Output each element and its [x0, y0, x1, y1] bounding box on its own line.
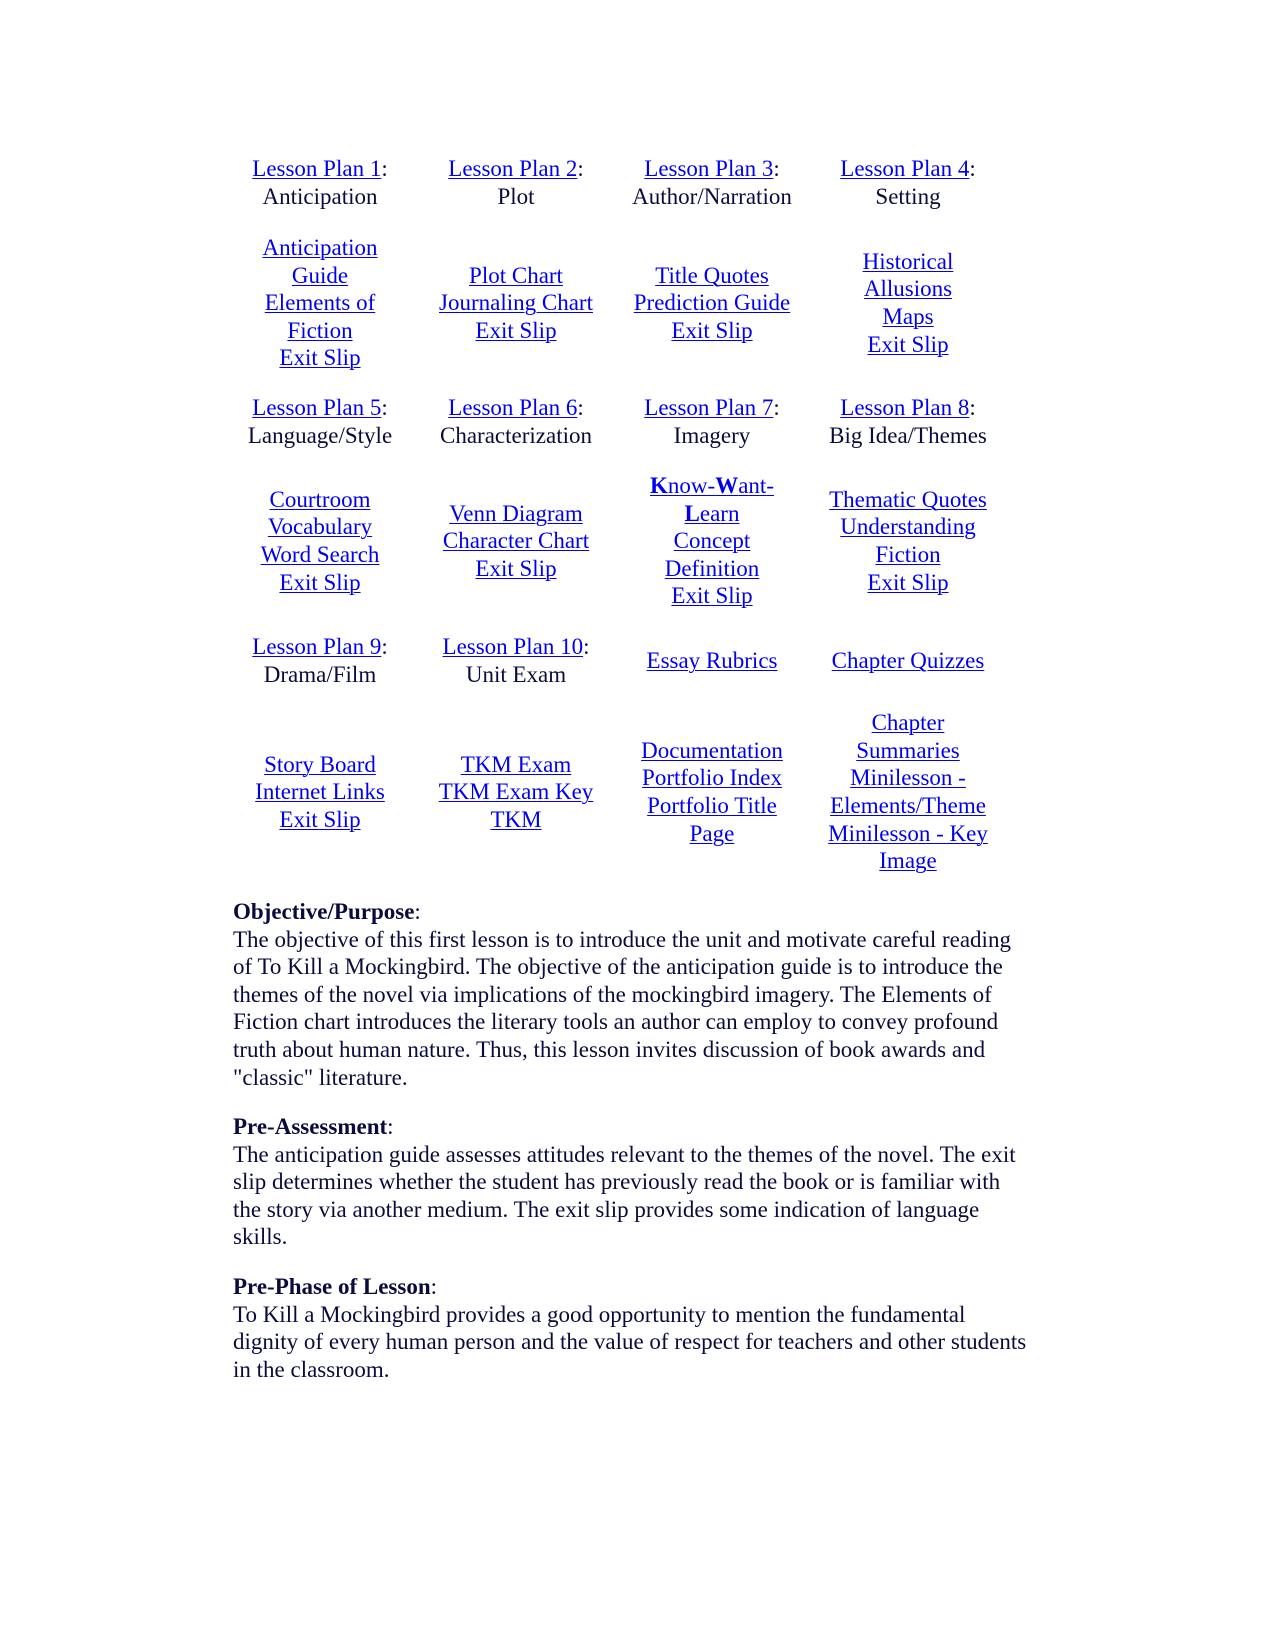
- anticipation-guide-link[interactable]: [222, 234, 418, 289]
- link-text: Summaries: [856, 737, 960, 763]
- link-text: Vocabulary: [267, 514, 373, 540]
- lesson-10-resources: [418, 751, 614, 834]
- exit-slip-link[interactable]: Exit Slip: [671, 317, 753, 343]
- colon: :: [381, 156, 388, 182]
- colon: :: [430, 1274, 438, 1299]
- lesson-plan-10-link[interactable]: Lesson Plan 10: [442, 634, 584, 660]
- lesson-plan-1-link[interactable]: Lesson Plan 1: [252, 156, 382, 182]
- colon: :: [577, 156, 584, 182]
- lesson-topic: Big Idea/Themes: [829, 423, 987, 448]
- link-text: Portfolio Title: [647, 793, 777, 818]
- colon: :: [969, 156, 976, 182]
- journaling-chart-link[interactable]: Journaling Chart: [439, 290, 593, 316]
- colon: :: [414, 899, 421, 924]
- essay-rubrics-cell: [614, 647, 810, 675]
- lesson-topic: Language/Style: [247, 423, 393, 448]
- link-text: Guide: [291, 262, 349, 288]
- exit-slip-link[interactable]: Exit Slip: [867, 569, 949, 595]
- link-text: Understanding: [840, 514, 976, 540]
- link-text: Know-Want-: [650, 473, 774, 499]
- exit-slip-link[interactable]: Exit Slip: [475, 555, 557, 581]
- pre-phase-section: [233, 1273, 1033, 1383]
- lesson-topic: Characterization: [440, 423, 592, 448]
- lesson-plan-3-link[interactable]: Lesson Plan 3: [644, 156, 774, 182]
- portfolio-title-page-link[interactable]: [614, 792, 810, 847]
- minilesson-elements-theme-link[interactable]: [810, 764, 1006, 819]
- exit-slip-link[interactable]: Exit Slip: [671, 583, 753, 609]
- documentation-resources: [614, 737, 810, 847]
- lesson-head-10: [418, 633, 614, 688]
- lesson-head-6: [418, 394, 614, 449]
- lesson-resources-row-3: [222, 708, 1006, 876]
- exit-slip-link[interactable]: Exit Slip: [279, 345, 361, 371]
- lesson-6-resources: [418, 500, 614, 583]
- link-text: Image: [879, 848, 937, 874]
- link-text: Fiction: [287, 317, 353, 343]
- portfolio-index-link[interactable]: Portfolio Index: [642, 765, 782, 791]
- link-text: Courtroom: [269, 486, 371, 512]
- exit-slip-link[interactable]: Exit Slip: [279, 569, 361, 595]
- colon: :: [969, 395, 976, 421]
- tkm-exam-key-link[interactable]: TKM Exam Key: [438, 779, 594, 805]
- section-body: The anticipation guide assesses attitudes relevant to the themes of the novel. The exit slip determines whether the student has previously read the book or is familiar with the story via another medium. The exit slip provides some indication of language skills.: [233, 1141, 1016, 1250]
- lesson-resources-row-1: [222, 233, 1006, 373]
- lesson-7-resources: [614, 472, 810, 610]
- exit-slip-link[interactable]: Exit Slip: [279, 806, 361, 832]
- link-text: Fiction: [875, 542, 941, 567]
- lesson-topic: Unit Exam: [465, 662, 567, 687]
- character-chart-link[interactable]: Character Chart: [442, 528, 590, 554]
- lesson-8-resources: [810, 486, 1006, 596]
- lesson-head-3: [614, 155, 810, 210]
- lesson-head-4: [810, 155, 1006, 210]
- lesson-4-resources: [810, 248, 1006, 358]
- elements-of-fiction-link[interactable]: [222, 289, 418, 344]
- minilesson-key-image-link[interactable]: [810, 820, 1006, 875]
- lesson-head-1: [222, 155, 418, 210]
- colon: :: [381, 634, 388, 660]
- objective-section: [233, 898, 1033, 1091]
- link-text: Minilesson -: [850, 765, 966, 791]
- lesson-topic: Setting: [875, 184, 941, 209]
- link-text: Concept: [673, 528, 751, 554]
- concept-definition-link[interactable]: [614, 527, 810, 582]
- tkm-exam-link[interactable]: TKM Exam: [460, 751, 572, 777]
- link-text: Learn: [684, 500, 740, 526]
- lesson-plan-9-link[interactable]: Lesson Plan 9: [252, 634, 382, 660]
- lesson-head-7: [614, 394, 810, 449]
- lesson-topic: Anticipation: [262, 184, 378, 209]
- section-body: To Kill a Mockingbird provides a good opportunity to mention the fundamental dignity of every human person and the value of respect for teachers and other students in the classroom.: [233, 1301, 1027, 1382]
- internet-links-link[interactable]: Internet Links: [255, 779, 385, 805]
- courtroom-vocabulary-link[interactable]: [222, 486, 418, 541]
- colon: :: [773, 395, 780, 421]
- lesson-plan-6-link[interactable]: Lesson Plan 6: [448, 395, 578, 421]
- lesson-plan-2-link[interactable]: Lesson Plan 2: [448, 156, 578, 182]
- link-text: Page: [689, 820, 735, 846]
- link-text: Minilesson - Key: [828, 820, 988, 846]
- lesson-resources-row-2: [222, 471, 1006, 611]
- colon: :: [773, 156, 780, 182]
- lesson-plan-8-link[interactable]: Lesson Plan 8: [840, 395, 970, 421]
- colon: :: [577, 395, 584, 421]
- chapter-quizzes-cell: [810, 647, 1006, 675]
- lesson-plan-7-link[interactable]: Lesson Plan 7: [644, 395, 774, 421]
- lesson-topic: Drama/Film: [263, 662, 377, 687]
- lesson-heads-row-3: [222, 633, 1006, 689]
- link-text: Historical: [862, 248, 954, 274]
- prediction-guide-link[interactable]: Prediction Guide: [633, 290, 791, 316]
- title-quotes-link[interactable]: Title Quotes: [655, 262, 769, 288]
- chapter-quizzes-link[interactable]: Chapter Quizzes: [831, 648, 985, 674]
- lesson-heads-row-2: [222, 394, 1006, 450]
- chapter-resources: [810, 709, 1006, 875]
- lesson-head-2: [418, 155, 614, 210]
- essay-rubrics-link[interactable]: Essay Rubrics: [646, 648, 778, 674]
- pre-assessment-section: [233, 1113, 1033, 1251]
- chapter-summaries-link[interactable]: [810, 709, 1006, 764]
- lesson-head-8: [810, 394, 1006, 449]
- lesson-2-resources: [418, 262, 614, 345]
- lesson-heads-row-1: [222, 155, 1006, 211]
- section-heading: Pre-Assessment: [233, 1114, 388, 1139]
- lesson-plan-5-link[interactable]: Lesson Plan 5: [252, 395, 382, 421]
- lesson-5-resources: [222, 486, 418, 596]
- know-want-learn-link[interactable]: [614, 472, 810, 527]
- historical-allusions-link[interactable]: [810, 248, 1006, 303]
- lesson-9-resources: [222, 751, 418, 834]
- lesson-topic: Plot: [497, 184, 535, 209]
- lesson-head-5: [222, 394, 418, 449]
- maps-link[interactable]: Maps: [882, 304, 934, 329]
- story-board-link[interactable]: Story Board: [264, 751, 376, 777]
- link-text: Chapter: [871, 710, 945, 736]
- exit-slip-link[interactable]: Exit Slip: [475, 317, 557, 343]
- link-text: Elements of: [264, 290, 376, 316]
- colon: :: [387, 1114, 394, 1139]
- lesson-topic: Author/Narration: [632, 184, 792, 209]
- venn-diagram-link[interactable]: Venn Diagram: [449, 500, 583, 526]
- section-heading: Objective/Purpose: [233, 899, 415, 924]
- documentation-link[interactable]: Documentation: [641, 737, 783, 763]
- understanding-fiction-link[interactable]: [810, 513, 1006, 568]
- link-text: Anticipation: [262, 235, 378, 261]
- tkm-link[interactable]: TKM: [490, 806, 542, 832]
- link-text: Allusions: [863, 276, 953, 302]
- lesson-1-resources: [222, 234, 418, 372]
- link-text: Definition: [664, 555, 760, 581]
- thematic-quotes-link[interactable]: Thematic Quotes: [829, 486, 987, 512]
- lesson-topic: Imagery: [673, 423, 751, 448]
- lesson-head-9: [222, 633, 418, 688]
- colon: :: [583, 634, 590, 660]
- lesson-plan-4-link[interactable]: Lesson Plan 4: [840, 156, 970, 182]
- link-text: Elements/Theme: [830, 793, 986, 818]
- exit-slip-link[interactable]: Exit Slip: [867, 331, 949, 357]
- section-heading: Pre-Phase of Lesson: [233, 1274, 431, 1299]
- section-body: The objective of this first lesson is to introduce the unit and motivate careful reading of To Kill a Mockingbird. The objective of the anticipation guide is to introduce the themes of the novel via implications of the mockingbird imagery. The Elements of Fiction chart introduces the literary tools an author can employ to convey profound truth about human nature. Thus, this lesson invites discussion of book awards and "classic" literature.: [233, 926, 1011, 1090]
- plot-chart-link[interactable]: Plot Chart: [469, 262, 563, 288]
- lesson-3-resources: [614, 262, 810, 345]
- word-search-link[interactable]: Word Search: [260, 542, 380, 567]
- colon: :: [381, 395, 388, 421]
